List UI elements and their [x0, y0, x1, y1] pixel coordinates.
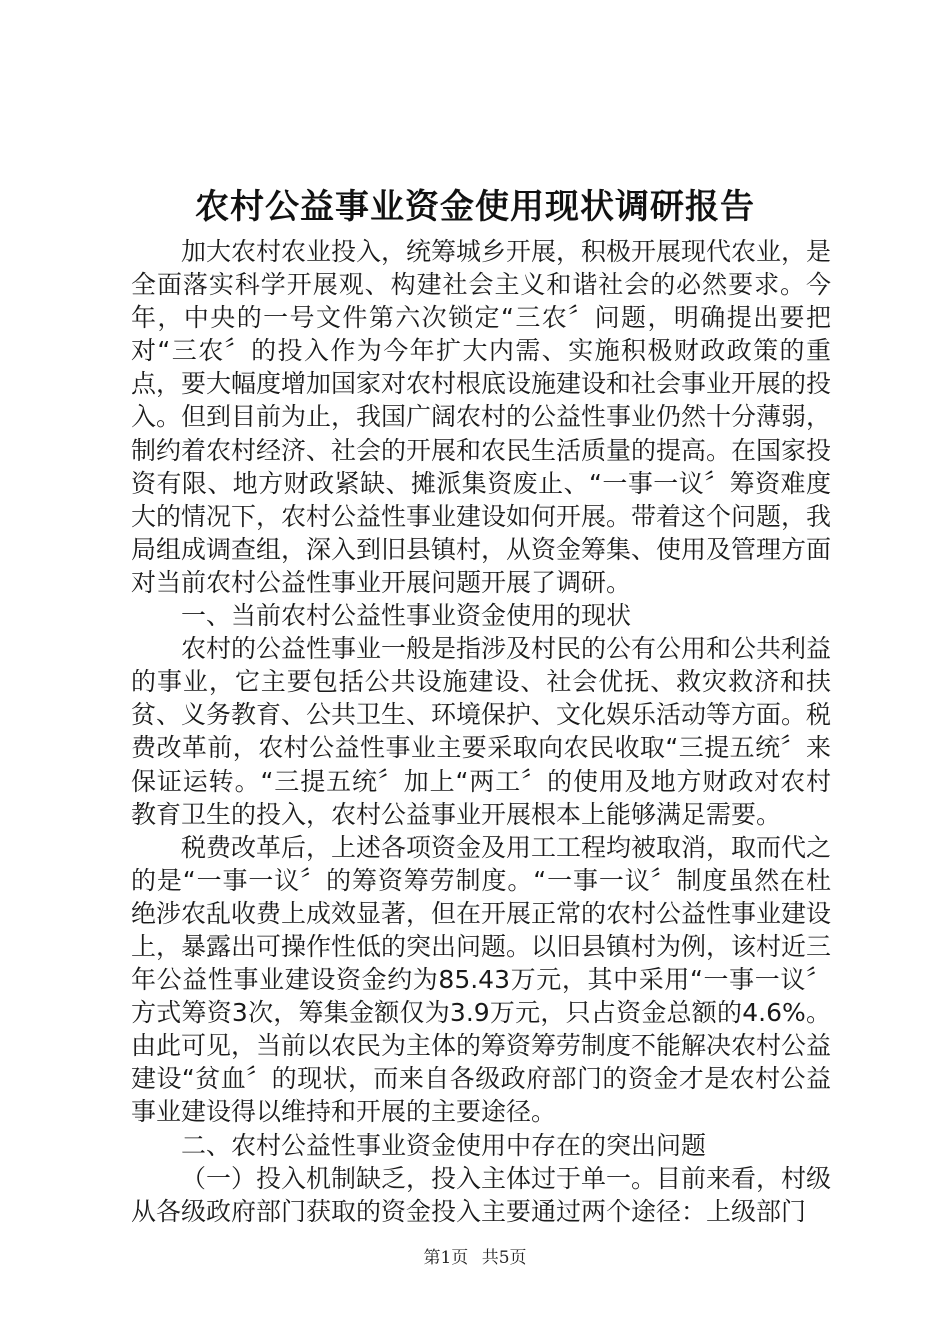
paragraph-problem-1: （一）投入机制缺乏，投入主体过于单一。目前来看，村级从各级政府部门获取的资金投入主要通过两个途径：上级部门: [131, 1163, 832, 1226]
document-body: [131, 235, 831, 1228]
page-number: 第1页: [423, 1248, 469, 1268]
section-heading-1: 一、当前农村公益性事业资金使用的现状: [181, 601, 632, 631]
paragraph-definition: 农村的公益性事业一般是指涉及村民的公有公用和公共利益的事业，它主要包括公共设施建设、社会优抚、救灾救济和扶贫、义务教育、公共卫生、环境保护、文化娱乐活动等方面。税费改革前，农村公益性事业主要采取向农民收取“三提五统〞来保证运转。“三提五统〞加上“两工〞的使用及地方财政对农村教育卫生的投入，农村公益事业开展根本上能够满足需要。: [131, 634, 832, 829]
page-footer: [0, 1246, 950, 1270]
page-total: 共5页: [481, 1248, 527, 1268]
document-title: 农村公益事业资金使用现状调研报告: [195, 187, 755, 227]
paragraph-after-reform: 税费改革后，上述各项资金及用工工程均被取消，取而代之的是“一事一议〞的筹资筹劳制度。“一事一议〞制度虽然在杜绝涉农乱收费上成效显著，但在开展正常的农村公益性事业建设上，暴露出可操作性低的突出问题。以旧县镇村为例，该村近三年公益性事业建设资金约为85.43万元，其中采用“一事一议〞方式筹资3次，筹集金额仅为3.9万元，只占资金总额的4.6%。由此可见，当前以农民为主体的筹资筹劳制度不能解决农村公益建设“贫血〞的现状，而来自各级政府部门的资金才是农村公益事业建设得以维持和开展的主要途径。: [131, 832, 832, 1127]
section-heading-2: 二、农村公益性事业资金使用中存在的突出问题: [181, 1130, 707, 1160]
paragraph-intro: 加大农村农业投入，统筹城乡开展，积极开展现代农业，是全面落实科学开展观、构建社会主义和谐社会的必然要求。今年，中央的一号文件第六次锁定“三农〞问题，明确提出要把对“三农〞的投入作为今年扩大内需、实施积极财政政策的重点，要大幅度增加国家对农村根底设施建设和社会事业开展的投入。但到目前为止，我国广阔农村的公益性事业仍然十分薄弱，制约着农村经济、社会的开展和农民生活质量的提高。在国家投资有限、地方财政紧缺、摊派集资废止、“一事一议〞筹资难度大的情况下，农村公益性事业建设如何开展。带着这个问题，我局组成调查组，深入到旧县镇村，从资金筹集、使用及管理方面对当前农村公益性事业开展问题开展了调研。: [131, 237, 832, 597]
